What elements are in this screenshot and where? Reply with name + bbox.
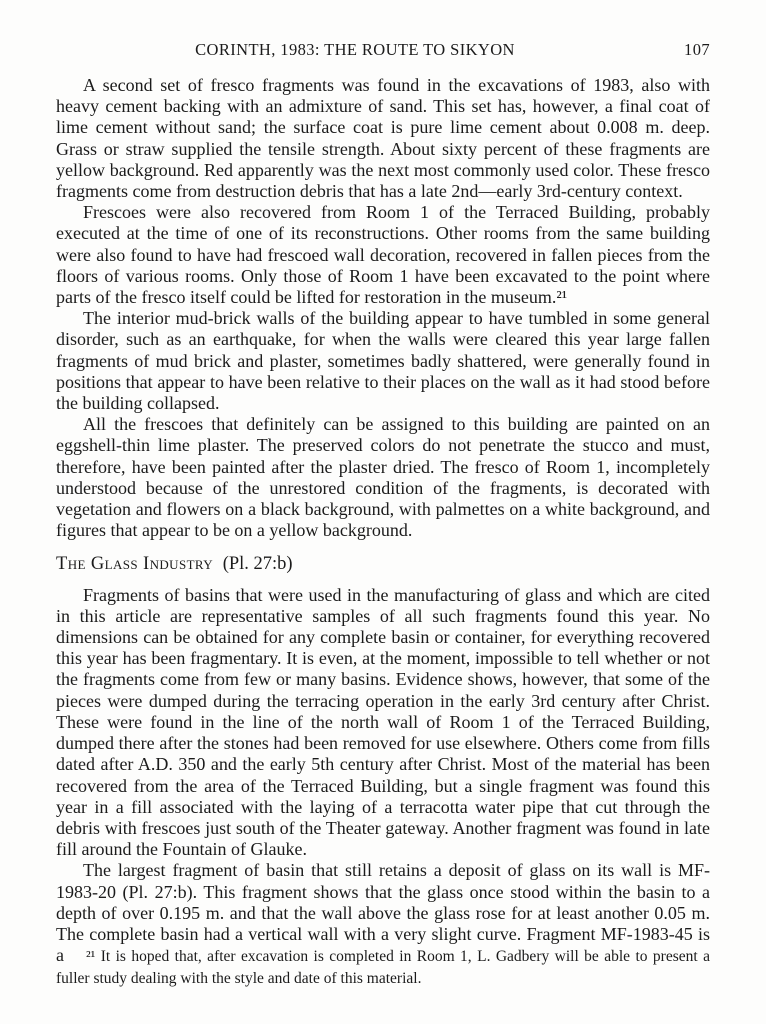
paragraph-eggshell-plaster: All the frescoes that definitely can be assigned to this building are painted on an eggshell-thin lime plaster. The preserved colors do not penetrate the stucco and must, therefore, have been painted after the plaster dried. The fresco of Room 1, incompletely understood because of the unrestored condition of the fragments, is decorated with vegetation and flowers on a black background, with palmettes on a white background, and figures that appear to be on a yellow background. xyxy=(56,414,710,541)
article-body xyxy=(56,75,710,966)
paragraph-largest-fragment: The largest fragment of basin that still retains a deposit of glass on its wall is MF-1983-20 (Pl. 27:b). This fragment shows that the glass once stood within the basin to a depth of over 0.195 m. and that the wall above the glass rose for at least another 0.05 m. The complete basin had a vertical wall with a very slight curve. Fragment MF-1983-45 is a xyxy=(56,860,710,966)
paragraph-frescoes-room1: Frescoes were also recovered from Room 1 of the Terraced Building, probably executed at the time of one of its reconstructions. Other rooms from the same building were also found to have had frescoed wall decoration, recovered in fallen pieces from the floors of various rooms. Only those of Room 1 have been excavated to the point where parts of the fresco itself could be lifted for restoration in the museum.²¹ xyxy=(56,202,710,308)
page-number: 107 xyxy=(684,40,710,59)
section-heading-plate-ref: (Pl. 27:b) xyxy=(222,554,293,575)
running-head xyxy=(56,40,710,62)
running-head-title: CORINTH, 1983: THE ROUTE TO SIKYON xyxy=(195,40,515,59)
section-heading-glass-industry xyxy=(56,554,710,575)
paragraph-fresco-second-set: A second set of fresco fragments was found in the excavations of 1983, also with heavy cement backing with an admixture of sand. This set has, however, a final coat of lime cement without sand; the surface coat is pure lime cement about 0.008 m. deep. Grass or straw supplied the tensile strength. About sixty percent of these fragments are yellow background. Red apparently was the next most commonly used color. These fresco fragments come from destruction debris that has a late 2nd—early 3rd-century context. xyxy=(56,75,710,202)
section-heading-title: The Glass Industry xyxy=(56,554,214,575)
footnote-21: ²¹ It is hoped that, after excavation is completed in Room 1, L. Gadbery will be able to present a fuller study dealing with the style and date of this material. xyxy=(56,948,710,987)
footnote-area xyxy=(56,946,710,990)
paragraph-mud-brick-walls: The interior mud-brick walls of the building appear to have tumbled in some general disorder, such as an earthquake, for when the walls were cleared this year large fallen fragments of mud brick and plaster, sometimes badly shattered, were generally found in positions that appear to have been relative to their places on the wall as it had stood before the building collapsed. xyxy=(56,308,710,414)
paragraph-glass-basin-fragments: Fragments of basins that were used in the manufacturing of glass and which are cited in this article are representative samples of all such fragments found this year. No dimensions can be obtained for any complete basin or container, for everything recovered this year has been fragmentary. It is even, at the moment, impossible to tell whether or not the fragments come from few or many basins. Evidence shows, however, that some of the pieces were dumped during the terracing operation in the early 3rd century after Christ. These were found in the line of the north wall of Room 1 of the Terraced Building, dumped there after the stones had been removed for use elsewhere. Others come from fills dated after A.D. 350 and the early 5th century after Christ. Most of the material has been recovered from the area of the Terraced Building, but a single fragment was found this year in a fill associated with the laying of a terracotta water pipe that cut through the debris with frescoes just south of the Theater gateway. Another fragment was found in late fill around the Fountain of Glauke. xyxy=(56,584,710,860)
